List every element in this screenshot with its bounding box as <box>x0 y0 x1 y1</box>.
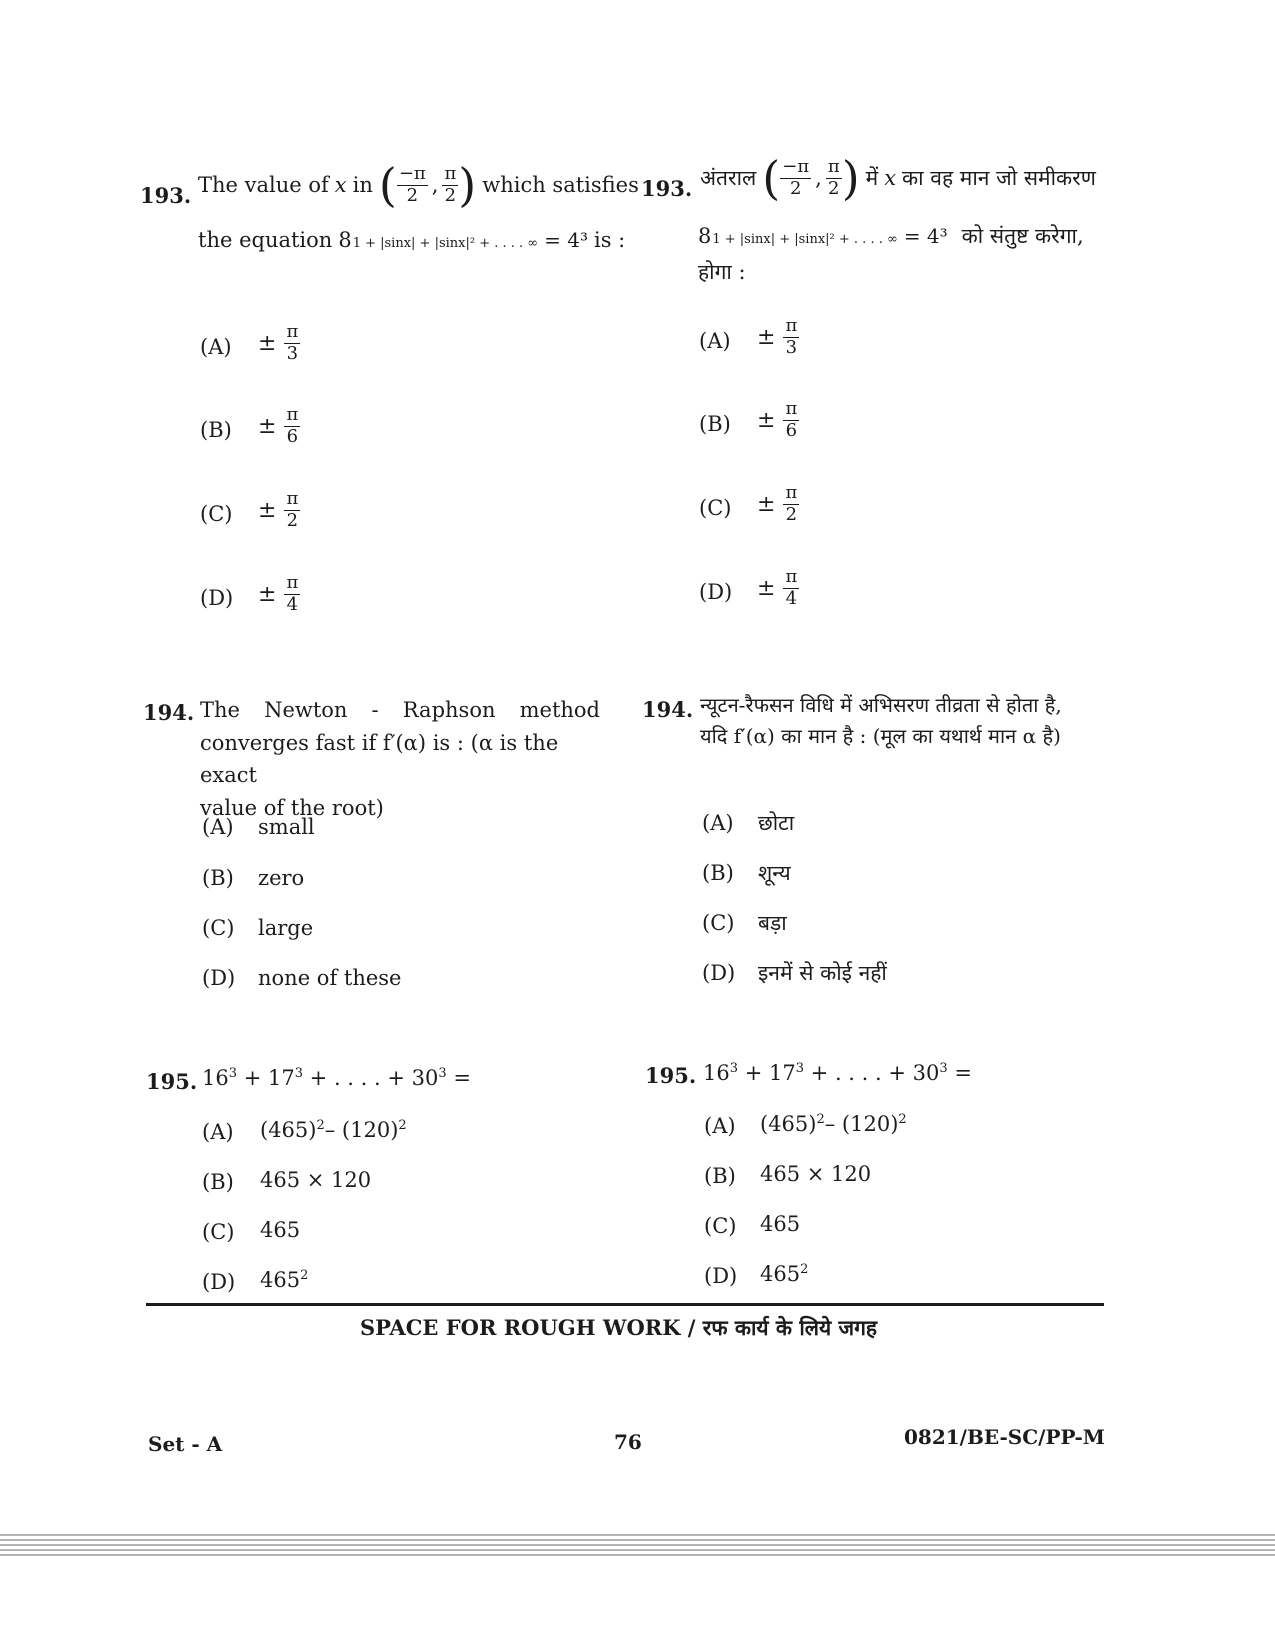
question-number: 194. <box>143 700 195 725</box>
option-text: $(465)^2-$ $(120)^2$ <box>760 1112 907 1136</box>
border-line <box>0 1544 1275 1546</box>
option-c[interactable]: (C) <box>202 1220 235 1244</box>
option-a[interactable]: (A) <box>202 815 234 839</box>
option-text: large <box>258 916 314 940</box>
page-number: 76 <box>614 1430 642 1454</box>
option-text: 465 <box>760 1212 801 1236</box>
question-number: 195. <box>146 1069 198 1094</box>
question-text: न्यूटन-रैफसन विधि में अभिसरण तीव्रता से होता है, यदि f′(α) का मान है : (मूल का यथार्थ मान α है) <box>700 693 1062 748</box>
option-a[interactable]: (A) <box>202 1120 234 1144</box>
option-a[interactable]: (A) <box>704 1114 736 1138</box>
option-d[interactable]: (D) <box>704 1264 738 1288</box>
option-text: $465^2$ <box>260 1268 309 1292</box>
option-c[interactable]: (C) <box>202 916 235 940</box>
option-b[interactable]: (B) <box>202 866 234 890</box>
border-line <box>0 1549 1275 1551</box>
option-text: छोटा <box>758 811 795 835</box>
option-b[interactable]: (B) <box>704 1164 736 1188</box>
option-text: 465 <box>260 1218 301 1242</box>
option-text: बड़ा <box>758 911 787 935</box>
option-text: zero <box>258 866 305 890</box>
option-text: 465 × 120 <box>260 1168 372 1192</box>
question-text-line: The value of x in ( $\frac{-\pi}{2}$ , $\frac{\pi}{2}$ ) which satisfies <box>198 158 639 212</box>
question-number: 193. <box>641 176 693 201</box>
option-d[interactable]: (D) <box>202 1270 236 1294</box>
option-d[interactable]: (D) <box>702 961 736 985</box>
question-text: $16^3 + 17^3$ + . . . . + $30^3$ = <box>202 1066 471 1090</box>
option-c[interactable]: (C) <box>704 1214 737 1238</box>
question-text-line: होगा : <box>698 260 746 284</box>
equation-line: 8 1 + |sinx| + |sinx|² + . . . . ∞ = 4³ को संतुष्ट करेगा, <box>698 224 1084 248</box>
option-b[interactable]: (B) <box>702 861 734 885</box>
border-line <box>0 1534 1275 1536</box>
equation-line: the equation 8 1 + |sinx| + |sinx|² + . . . . ∞ = 4³ is : <box>198 228 626 252</box>
option-text: इनमें से कोई नहीं <box>758 961 887 985</box>
question-number: 194. <box>642 697 694 722</box>
set-label: Set - A <box>148 1432 223 1456</box>
border-line <box>0 1554 1275 1556</box>
option-text: small <box>258 815 315 839</box>
question-number: 193. <box>140 183 192 208</box>
divider <box>146 1303 1104 1306</box>
option-c[interactable]: (C) <box>702 911 735 935</box>
interval: ( $\frac{-\pi}{2}$ , $\frac{\pi}{2}$ ) <box>378 158 477 212</box>
option-text: शून्य <box>758 861 791 885</box>
border-line <box>0 1539 1275 1541</box>
option-text: 465 × 120 <box>760 1162 872 1186</box>
option-text: $(465)^2-$ $(120)^2$ <box>260 1118 407 1142</box>
question-text: $16^3 + 17^3$ + . . . . + $30^3$ = <box>703 1061 972 1085</box>
option-text: $465^2$ <box>760 1262 809 1286</box>
paper-code: 0821/BE-SC/PP-M <box>904 1425 1105 1449</box>
question-number: 195. <box>645 1063 697 1088</box>
option-b[interactable]: (B) <box>202 1170 234 1194</box>
option-a[interactable]: (A) <box>702 811 734 835</box>
question-text-line: अंतराल ( $\frac{-\pi}{2}$ , $\frac{\pi}{2}$ ) में x का वह मान जो समीकरण <box>700 151 1096 205</box>
rough-work-caption: SPACE FOR ROUGH WORK / रफ कार्य के लिये जगह <box>360 1315 878 1340</box>
option-d[interactable]: (D) <box>202 966 236 990</box>
question-text: The Newton - Raphson method converges fast if f′(α) is : (α is the exact value of the root) <box>200 698 600 820</box>
option-text: none of these <box>258 966 402 990</box>
